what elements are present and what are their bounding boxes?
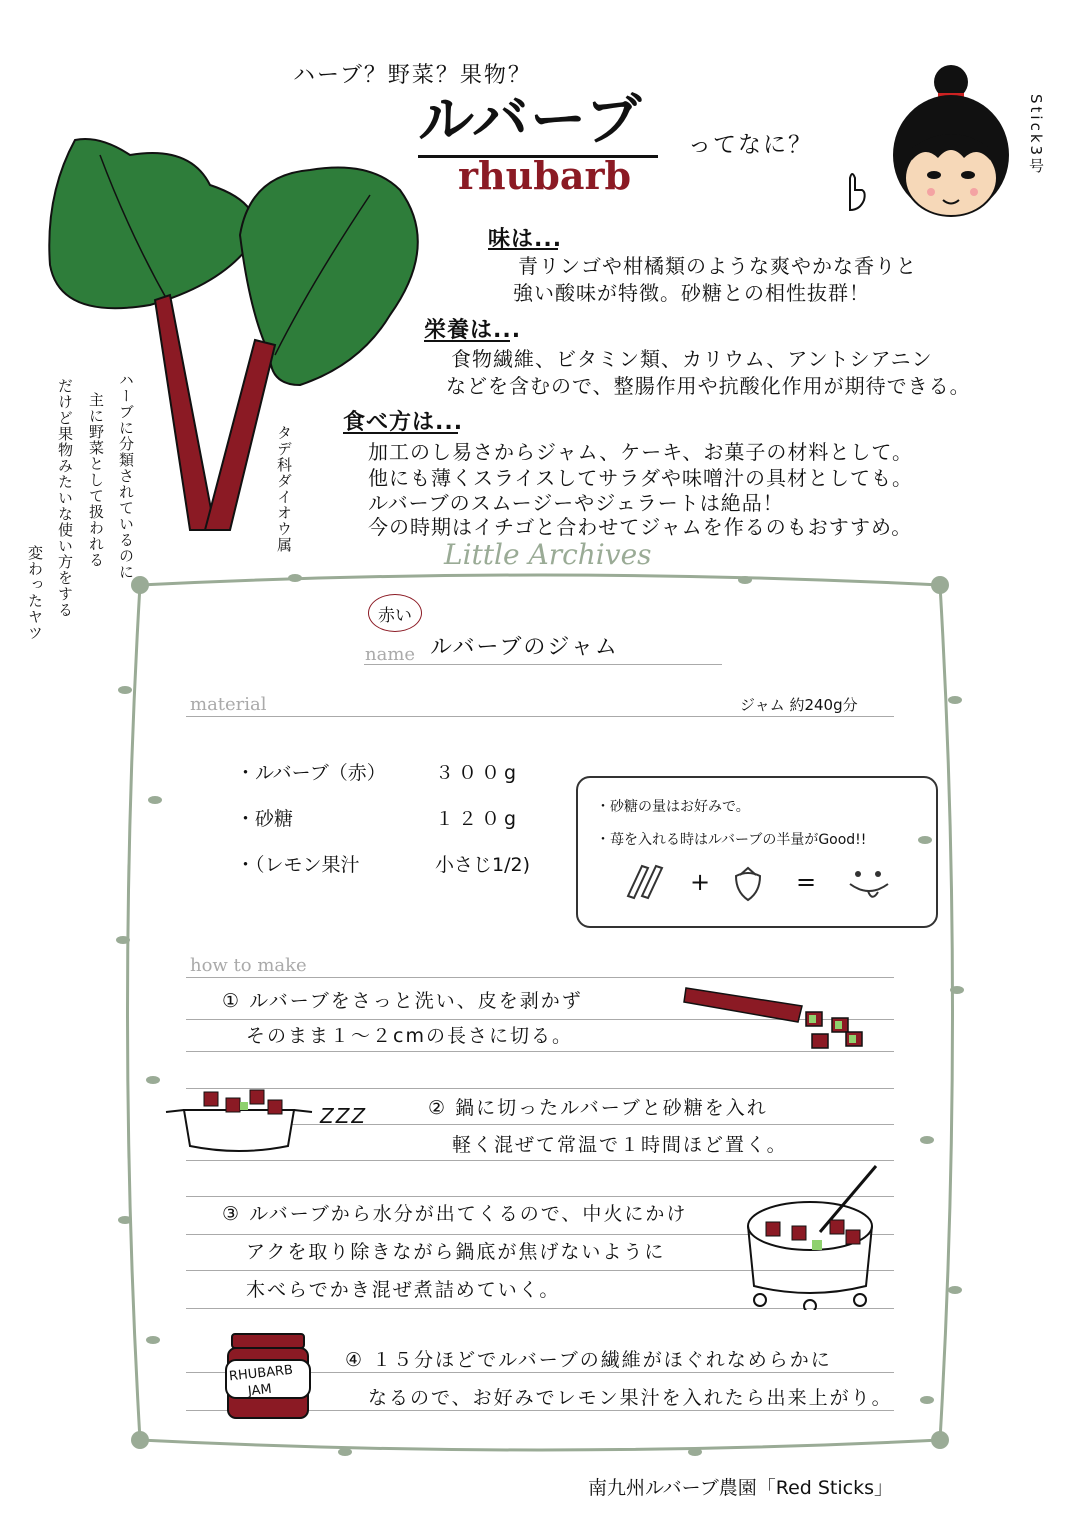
- step-2-line-2: 軽く混ぜて常温で１時間ほど置く。: [452, 1134, 788, 1156]
- name-label: name: [365, 644, 416, 665]
- side-note-4: 変わったヤツ: [26, 545, 44, 641]
- nutrition-heading: 栄養は...: [424, 318, 522, 343]
- stirring-pot-illustration: [740, 1160, 890, 1310]
- ingredient-qty-3: 小さじ1/2): [435, 854, 530, 876]
- equals-sign: =: [796, 868, 817, 896]
- tip-1: ・砂糖の量はお好みで。: [596, 799, 750, 815]
- tip-2: ・苺を入れる時はルバーブの半量がGood!!: [596, 832, 867, 848]
- ingredient-qty-1: ３００g: [435, 762, 521, 784]
- taste-line-2: 強い酸味が特徴。砂糖との相性抜群！: [513, 281, 870, 305]
- nutrition-line-1: 食物繊維、ビタミン類、カリウム、アントシアニン: [451, 347, 933, 371]
- rhubarb-stalks-icon: [620, 862, 668, 900]
- yield-text: ジャム 約240g分: [740, 696, 858, 714]
- watermark: Little Archives: [444, 538, 652, 571]
- author-avatar: [830, 60, 1030, 230]
- howto-rule-1: [186, 977, 894, 978]
- strawberry-icon: [730, 866, 766, 902]
- howto-eat-heading: 食べ方は...: [343, 410, 464, 435]
- plus-sign: +: [690, 868, 711, 896]
- step-2-line-1: ② 鍋に切ったルバーブと砂糖を入れ: [428, 1097, 768, 1119]
- ingredient-item-3: ・（レモン果汁: [236, 854, 360, 876]
- step-1-line-1: ① ルバーブをさっと洗い、皮を剥かず: [222, 990, 583, 1012]
- howto-eat-line-4: 今の時期はイチゴと合わせてジャムを作るのもおすすめ。: [368, 515, 913, 539]
- genus-note: タデ科ダイオウ属: [275, 425, 293, 553]
- step-3-line-2: アクを取り除きながら鍋底が焦げないように: [246, 1241, 666, 1263]
- material-rule: [186, 716, 894, 717]
- smiley-face-icon: [842, 860, 896, 906]
- cut-rhubarb-illustration: [682, 982, 872, 1052]
- title-suffix: ってなに？: [688, 132, 813, 158]
- step-3-line-1: ③ ルバーブから水分が出てくるので、中火にかけ: [222, 1203, 688, 1225]
- zzz-text: ZZZ: [320, 1104, 368, 1128]
- pot-illustration: [164, 1080, 314, 1156]
- taste-heading: 味は...: [488, 227, 563, 252]
- howto-eat-underline: [343, 432, 458, 434]
- side-note-1: ハーブに分類されているのに: [117, 372, 135, 580]
- ingredient-qty-2: １２０g: [435, 808, 521, 830]
- side-note-2: 主に野菜として扱われる: [87, 392, 105, 568]
- name-bubble-text: 赤い: [378, 606, 412, 626]
- pretitle: ハーブ？野菜？果物？: [293, 63, 532, 88]
- howto-label: how to make: [190, 955, 307, 976]
- recipe-name: ルバーブのジャム: [430, 635, 619, 660]
- jar-label-line-2: JAM: [247, 1381, 273, 1400]
- howto-eat-line-3: ルバーブのスムージーやジェラートは絶品！: [368, 491, 784, 515]
- nutrition-underline: [424, 340, 510, 342]
- howto-eat-line-2: 他にも薄くスライスしてサラダや味噌汁の具材としても。: [368, 466, 913, 490]
- ingredient-item-1: ・ルバーブ（赤）: [236, 762, 386, 784]
- material-label: material: [190, 694, 267, 715]
- step-4-line-1: ④ １５分ほどでルバーブの繊維がほぐれなめらかに: [345, 1349, 832, 1371]
- name-rule: [364, 664, 722, 665]
- jar-label-line-1: RHUBARB: [228, 1362, 294, 1385]
- howto-eat-line-1: 加工のし易さからジャム、ケーキ、お菓子の材料として。: [368, 440, 913, 464]
- step-1-line-2: そのまま１～２cmの長さに切る。: [246, 1025, 573, 1047]
- side-note-3: だけど果物みたいな使い方をする: [56, 378, 74, 618]
- footer-credit: 南九州ルバーブ農園「Red Sticks」: [588, 1477, 893, 1499]
- step-3-line-3: 木べらでかき混ぜ煮詰めていく。: [246, 1279, 561, 1301]
- step-4-line-2: なるので、お好みでレモン果汁を入れたら出来上がり。: [368, 1387, 893, 1409]
- taste-line-1: 青リンゴや柑橘類のような爽やかな香りと: [518, 254, 917, 278]
- title-english: rhubarb: [458, 153, 632, 198]
- page-title: ルバーブ: [418, 88, 644, 153]
- ingredient-item-2: ・砂糖: [236, 808, 294, 830]
- author-name: Stick3号: [1027, 94, 1045, 177]
- nutrition-line-2: などを含むので、整腸作用や抗酸化作用が期待できる。: [446, 374, 971, 398]
